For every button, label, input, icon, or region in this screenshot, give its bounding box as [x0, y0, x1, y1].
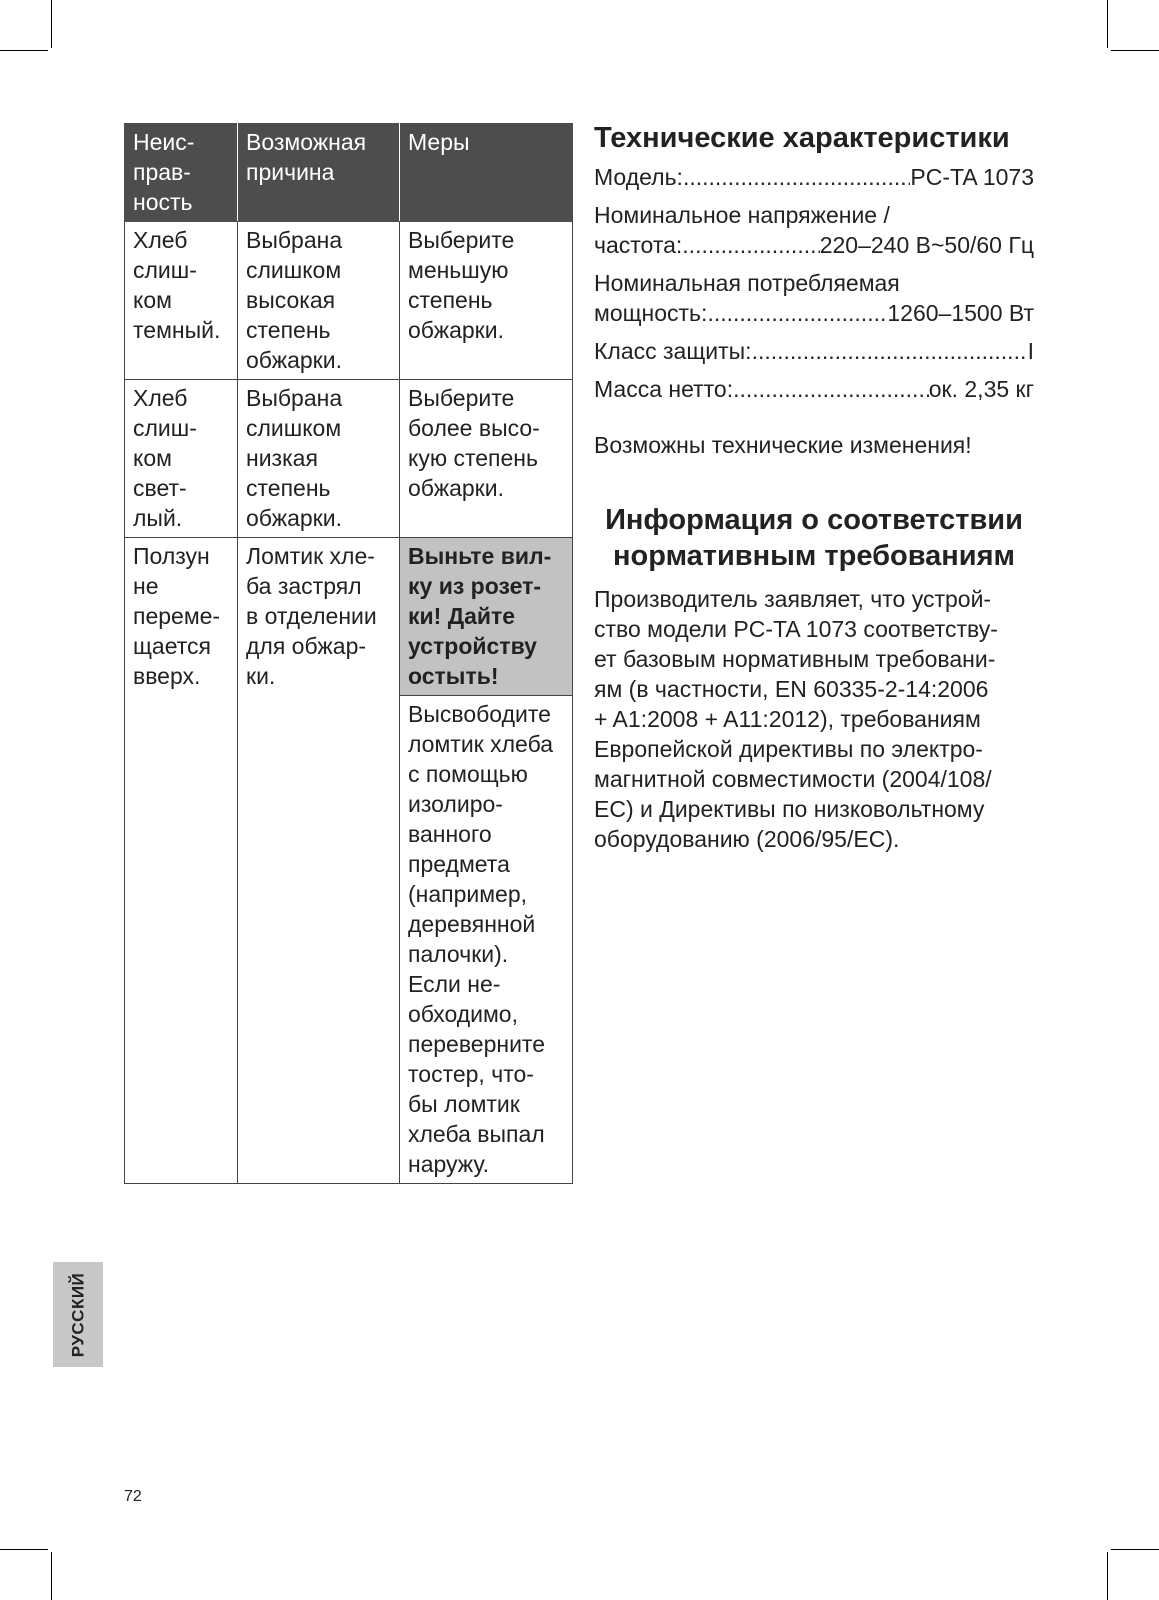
cause-cell: Ломтик хле- ба застрял в отделении для обжар- ки. — [238, 538, 400, 1184]
spec-label: Номинальная потребляемая — [594, 270, 900, 296]
spec-label: Масса нетто: — [594, 376, 734, 402]
leader-dots — [683, 162, 910, 192]
technical-changes-note: Возможны технические изменения! — [594, 432, 972, 458]
table-row — [125, 380, 573, 538]
spec-power — [594, 268, 1034, 328]
measure-cell: Высвободите ломтик хлеба с помощью изолиро- ванного предмета (например, деревянной палочки). Если не- обходимо, переверните тостер, что- бы ломтик хлеба выпал наружу. — [400, 696, 573, 1184]
problem-cell: Хлеб слиш- ком свет- лый. — [125, 380, 238, 538]
leader-dots — [682, 230, 819, 260]
right-column — [594, 120, 1034, 854]
header-measures: Меры — [400, 124, 573, 222]
warning-cell: Выньте вил- ку из розет- ки! Дайте устройству остыть! — [400, 538, 573, 696]
measure-cell: Выберите более высо- кую степень обжарки. — [400, 380, 573, 538]
specs-title: Технические характеристики — [594, 122, 1010, 154]
cause-cell: Выбрана слишком высокая степень обжарки. — [238, 222, 400, 380]
crop-mark — [1107, 0, 1108, 48]
crop-mark — [0, 1549, 48, 1550]
spec-value: 1260–1500 Вт — [887, 300, 1034, 326]
table-header-row — [125, 124, 573, 222]
header-cause: Возможная причина — [238, 124, 400, 222]
crop-mark — [51, 0, 52, 48]
spec-label: частота: — [594, 232, 683, 258]
crop-mark — [1107, 1552, 1108, 1600]
header-problem: Неис- прав- ность — [125, 124, 238, 222]
spec-class — [594, 336, 1034, 366]
spec-value: PC-TA 1073 — [910, 164, 1034, 190]
language-label: РУССКИЙ — [68, 1272, 87, 1357]
table-row — [125, 538, 573, 696]
table-row — [125, 222, 573, 380]
spec-label: Класс защиты: — [594, 338, 752, 364]
problem-cell: Хлеб слиш- ком темный. — [125, 222, 238, 380]
crop-mark — [51, 1552, 52, 1600]
crop-mark — [1111, 1549, 1159, 1550]
spec-voltage — [594, 200, 1034, 260]
cause-cell: Выбрана слишком низкая степень обжарки. — [238, 380, 400, 538]
conformity-text: Производитель заявляет, что устрой- ство модели PC-TA 1073 соответству- ет базовым нормативным требовани- ям (в частности, EN 60335-2-14:2006 + A1:2008 + A11:2012), требованиям Европейской директивы по электро- магнитной совместимости (2004/108/ EC) и Директивы по низковольтному оборудованию (2006/95/EC). — [594, 586, 998, 852]
conformity-title-line: Информация о соответствии — [605, 504, 1023, 536]
page-number: 72 — [124, 1488, 142, 1505]
spec-label: Номинальное напряжение / — [594, 202, 890, 228]
spec-value: I — [1027, 338, 1034, 364]
leader-dots — [707, 298, 887, 328]
spec-mass — [594, 374, 1034, 404]
spec-value: 220–240 В~50/60 Гц — [819, 232, 1034, 258]
troubleshooting-table — [124, 123, 573, 1184]
measure-cell: Выберите меньшую степень обжарки. — [400, 222, 573, 380]
spec-model — [594, 162, 1034, 192]
spec-label: мощность: — [594, 300, 708, 326]
leader-dots — [752, 336, 1028, 366]
spec-label: Модель: — [594, 164, 683, 190]
crop-mark — [1111, 50, 1159, 51]
spec-value: ок. 2,35 кг — [928, 376, 1034, 402]
language-tab — [53, 1262, 103, 1367]
conformity-title — [594, 502, 1034, 574]
problem-cell: Ползун не переме- щается вверх. — [125, 538, 238, 1184]
leader-dots — [733, 374, 929, 404]
crop-mark — [0, 50, 48, 51]
conformity-title-line: нормативным требованиям — [613, 540, 1015, 572]
